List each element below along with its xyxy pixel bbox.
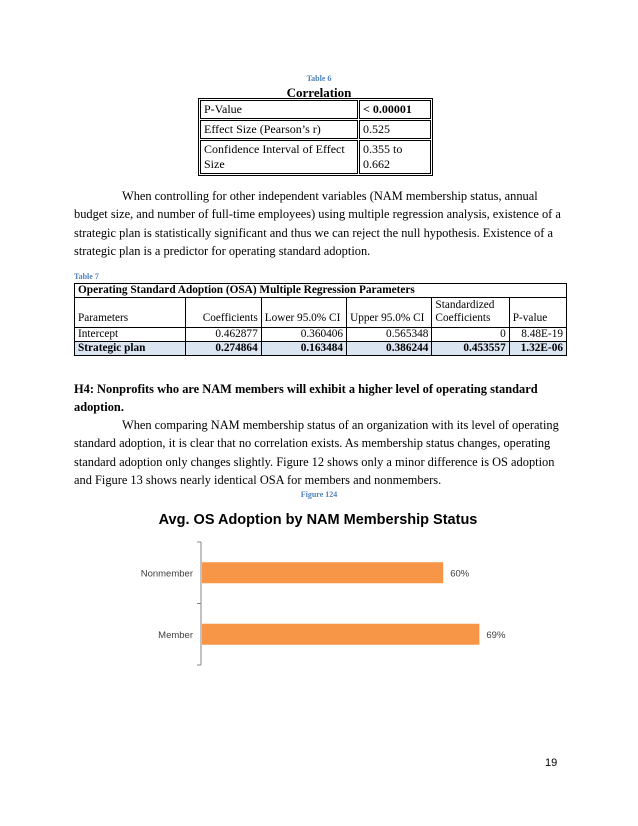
table-cell-value: 0.355 to 0.662 (359, 140, 431, 174)
table-cell-value: 0.525 (359, 120, 431, 139)
table6-caption: Table 6 (306, 74, 332, 83)
category-label: Nonmember (140, 568, 193, 580)
column-header: P-value (509, 298, 566, 328)
table-cell: 0.462877 (186, 328, 261, 342)
table7-title: Operating Standard Adoption (OSA) Multiple Regression Parameters (75, 284, 567, 298)
table-cell: 1.32E-06 (509, 342, 566, 356)
correlation-table (198, 98, 433, 176)
regression-table (74, 283, 567, 356)
figure-caption: Figure 124 (300, 490, 338, 499)
table-row-highlighted (75, 342, 567, 356)
table-cell-label: Confidence Interval of Effect Size (200, 140, 358, 174)
column-header: Upper 95.0% CI (347, 298, 432, 328)
table-header-row (75, 298, 567, 328)
paragraph-text: When controlling for other independent variables (NAM membership status, annual budget size, and number of full-time employees) using multiple regression analysis, existence of a strategic plan is statistically significant and thus we can reject the null hypothesis. Existence of a strategic plan is a predictor for operating standard adoption. (74, 189, 561, 258)
table-cell-label: P-Value (200, 100, 358, 119)
table-cell: 0.360406 (261, 328, 346, 342)
bar-chart (95, 500, 555, 675)
paragraph-text: When comparing NAM membership status of an organization with its level of operating standard adoption, it is clear that no correlation exists. As membership status changes, operating standard adoption only changes slightly. Figure 12 shows only a minor difference is OS adoption and Figure 13 shows nearly identical OSA for members and nonmembers. (74, 418, 559, 487)
hypothesis-heading: H4: Nonprofits who are NAM members will exhibit a higher level of operating standard adoption. (74, 382, 538, 415)
table-cell-label: Effect Size (Pearson’s r) (200, 120, 358, 139)
column-header: Coefficients (186, 298, 261, 328)
table-cell-value: < 0.00001 (359, 100, 431, 119)
bar-nonmember (202, 562, 443, 583)
table-row (75, 328, 567, 342)
table-cell: 0.386244 (347, 342, 432, 356)
table-cell: 0 (432, 328, 509, 342)
table-cell: Intercept (75, 328, 186, 342)
table-cell: 0.453557 (432, 342, 509, 356)
table-row (200, 120, 431, 139)
table-cell: 8.48E-19 (509, 328, 566, 342)
table6-title: Correlation (286, 85, 352, 100)
bar-member (202, 624, 479, 645)
table-title-row (75, 284, 567, 298)
chart-title: Avg. OS Adoption by NAM Membership Status (158, 512, 478, 528)
data-label: 60% (450, 568, 470, 580)
table-cell: 0.163484 (261, 342, 346, 356)
table-row (200, 100, 431, 119)
chart-plot-area (141, 542, 506, 665)
table-cell: 0.274864 (186, 342, 261, 356)
table-cell: 0.565348 (347, 328, 432, 342)
data-label: 69% (486, 629, 506, 641)
table7-caption: Table 7 (74, 272, 99, 281)
category-label: Member (158, 629, 193, 641)
paragraph-strategic-plan (74, 187, 566, 260)
table-cell: Strategic plan (75, 342, 186, 356)
column-header: Parameters (75, 298, 186, 328)
column-header: Standardized Coefficients (432, 298, 509, 328)
page-number: 19 (545, 757, 558, 769)
table-row (200, 140, 431, 174)
paragraph-membership (74, 416, 566, 489)
column-header: Lower 95.0% CI (261, 298, 346, 328)
